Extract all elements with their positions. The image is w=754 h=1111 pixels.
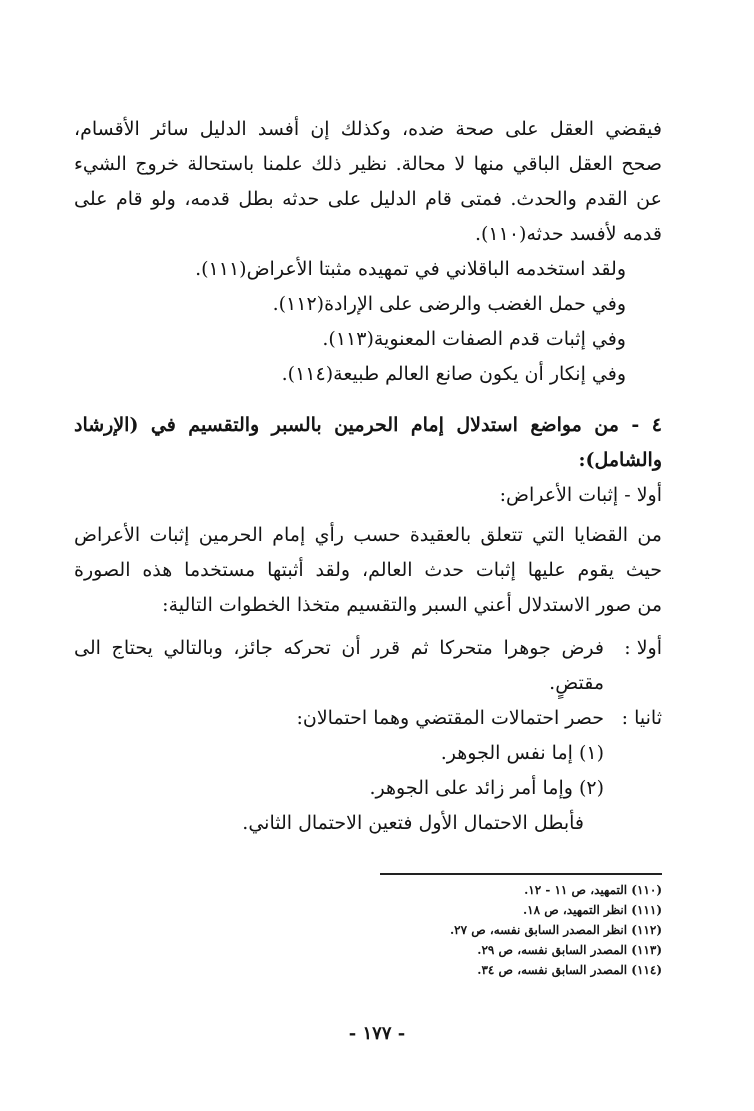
paragraph-line: عن القدم والحدث. فمتى قام الدليل على حدثه بطل قدمه، ولو قام على [74,188,662,210]
paragraph-line: صحح العقل الباقي منها لا محالة. نظير ذلك علمنا باستحالة خروج الشيء [74,153,662,175]
step-text: فرض جوهرا متحركا ثم قرر أن تحركه جائز، وبالتالي يحتاج الى [74,637,604,659]
step-text: حصر احتمالات المقتضي وهما احتمالان: [296,707,604,729]
usage-line: وفي إثبات قدم الصفات المعنوية(١١٣). [322,328,626,350]
section-heading: ٤ - من مواضع استدلال إمام الحرمين بالسبر والتقسيم في (الإرشاد [74,414,662,436]
step-label: ثانيا : [621,707,662,729]
usage-line: ولقد استخدمه الباقلاني في تمهيده مثبتا الأعراض(١١١). [195,258,626,280]
usage-line: وفي حمل الغضب والرضى على الإرادة(١١٢). [272,293,626,315]
footnote: (١١٣) المصدر السابق نفسه، ص ٢٩. [477,943,662,957]
conclusion-line: فأبطل الاحتمال الأول فتعين الاحتمال الثاني. [242,812,584,834]
footnote: (١١٤) المصدر السابق نفسه، ص ٣٤. [477,963,662,977]
option-item: (١) إما نفس الجوهر. [440,742,604,764]
footnote: (١١٠) التمهيد، ص ١١ - ١٢. [524,883,662,897]
section-heading-continuation: والشامل): [578,449,662,471]
paragraph-line: قدمه لأفسد حدثه(١١٠). [474,223,662,245]
footnote-divider [380,873,662,875]
paragraph-line: من القضايا التي تتعلق بالعقيدة حسب رأي إمام الحرمين إثبات الأعراض [74,524,662,546]
footnote: (١١٢) انظر المصدر السابق نفسه، ص ٢٧. [449,923,662,937]
paragraph-line: حيث يقوم عليها إثبات حدث العالم، ولقد أثبتها مستخدما هذه الصورة [74,559,662,581]
step-text: مقتضٍ. [549,672,604,694]
usage-line: وفي إنكار أن يكون صانع العالم طبيعة(١١٤). [281,363,626,385]
paragraph-line: من صور الاستدلال أعني السبر والتقسيم متخذا الخطوات التالية: [162,594,662,616]
paragraph-line: فيقضي العقل على صحة ضده، وكذلك إن أفسد الدليل سائر الأقسام، [74,118,662,140]
footnote: (١١١) انظر التمهيد، ص ١٨. [522,903,662,917]
step-label: أولا : [624,637,662,659]
page-number: - ١٧٧ - [348,1023,406,1044]
subheading: أولا - إثبات الأعراض: [499,484,662,506]
option-item: (٢) وإما أمر زائد على الجوهر. [369,777,604,799]
